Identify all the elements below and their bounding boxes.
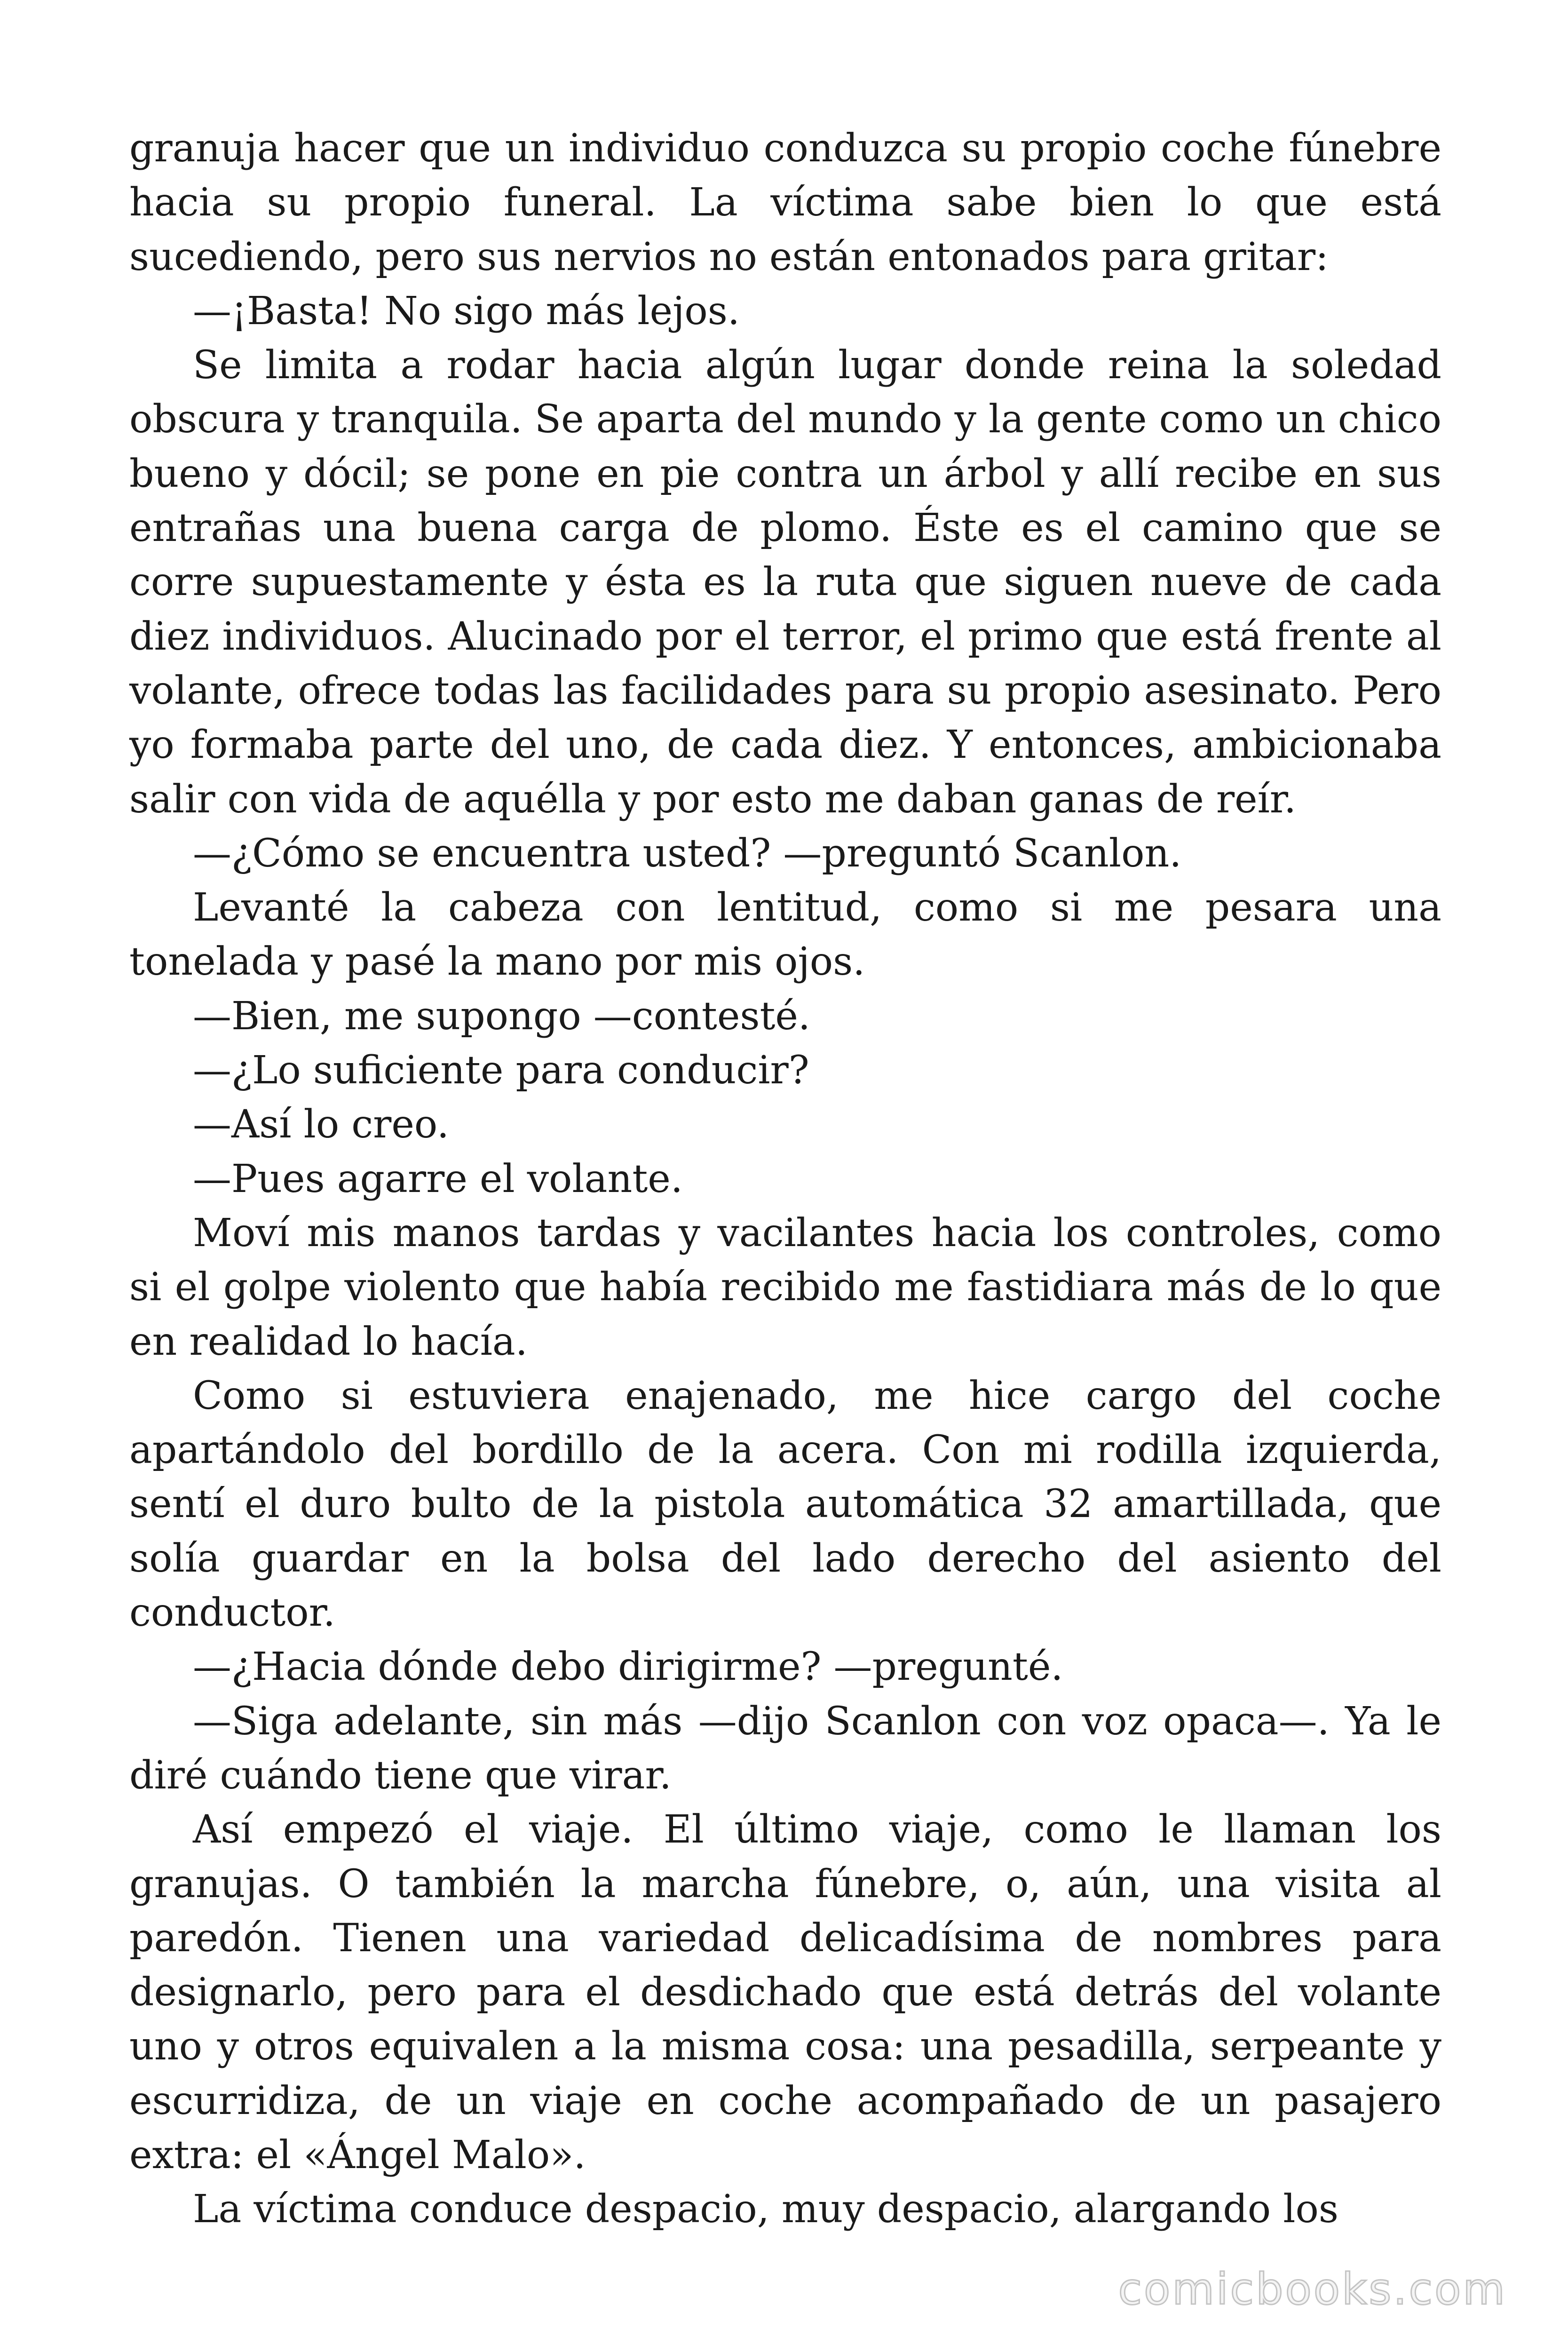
paragraph: —¡Basta! No sigo más lejos.	[193, 288, 740, 334]
paragraph: Levanté la cabeza con lentitud, como si me pesara una tonelada y pasé la mano por mis ojos.	[129, 885, 1441, 985]
paragraph: Moví mis manos tardas y vacilantes hacia los controles, como si el golpe violento que había recibido me fastidiara más de lo que en realidad lo hacía.	[129, 1210, 1441, 1364]
page-text	[129, 121, 1441, 2237]
paragraph: Como si estuviera enajenado, me hice cargo del coche apartándolo del bordillo de la acera. Con mi rodilla izquierda, sentí el duro bulto de la pistola automática 32 amartillada, que solía guardar en la bolsa del lado derecho del asiento del conductor.	[129, 1373, 1441, 1636]
watermark-text: comicbooks.com	[1118, 2264, 1507, 2314]
paragraph: La víctima conduce despacio, muy despacio, alargando los	[193, 2187, 1338, 2232]
paragraph: —Bien, me supongo —contesté.	[193, 993, 811, 1039]
paragraph: Se limita a rodar hacia algún lugar donde reina la soledad obscura y tranquila. Se aparta del mundo y la gente como un chico bueno y dócil; se pone en pie contra un árbol y allí recibe en sus entrañas una buena carga de plomo. Éste es el camino que se corre supuestamente y ésta es la ruta que siguen nueve de cada diez individuos. Alucinado por el terror, el primo que está frente al volante, ofrece todas las facilidades para su propio asesinato. Pero yo formaba parte del uno, de cada diez. Y entonces, ambicionaba salir con vida de aquélla y por esto me daban ganas de reír.	[129, 343, 1441, 822]
paragraph: granuja hacer que un individuo conduzca su propio coche fúnebre hacia su propio funeral. La víctima sabe bien lo que está sucediendo, pero sus nervios no están entonados para gritar:	[129, 126, 1441, 279]
paragraph: Así empezó el viaje. El último viaje, como le llaman los granujas. O también la marcha fúnebre, o, aún, una visita al paredón. Tienen una variedad delicadísima de nombres para designarlo, pero para el desdichado que está detrás del volante uno y otros equivalen a la misma cosa: una pesadilla, serpeante y escurridiza, de un viaje en coche acompañado de un pasajero extra: el «Ángel Malo».	[129, 1807, 1441, 2177]
paragraph: —Así lo creo.	[193, 1102, 449, 1147]
paragraph: —Siga adelante, sin más —dijo Scanlon con voz opaca—. Ya le diré cuándo tiene que virar.	[129, 1699, 1441, 1798]
paragraph: —¿Hacia dónde debo dirigirme? —pregunté.	[193, 1645, 1063, 1690]
paragraph: —Pues agarre el volante.	[193, 1156, 683, 1201]
paragraph: —¿Lo suficiente para conducir?	[193, 1048, 809, 1093]
paragraph: —¿Cómo se encuentra usted? —preguntó Scanlon.	[193, 831, 1182, 876]
